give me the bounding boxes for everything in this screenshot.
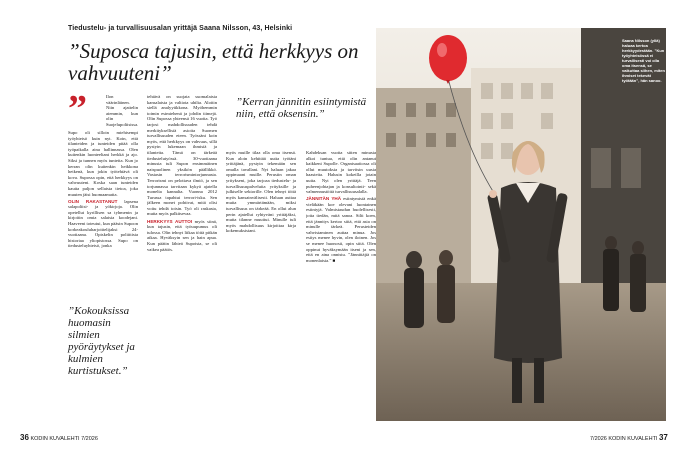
paragraph: tehtävä on suojata suomalaista kansalaista ja valtiota uhilta. Aloitin siellä analyytikkona. Myöhemmin toimin esimiehenä ja johdin tiimejä. Olin Supossa yhteensä 16 vuotta. Työ tarjosi mahdollisuuden tehdä merkityksellisiä asioita Suomen turvallisuuden eteen. Työssäni koin myös, että herkkyys on vahvuus, sillä pystyin lukemaan ihmisiä ja tilanteita. Tämä on tärkeää tiedustelutyössä. 30-vuotiaana minusta tuli Supon ensimmäinen naispuolinen yksikön päällikkö. Vastasin terrorismintorjunnasta. Terrorismi on pelottava ilmiö, ja sen torjunnassa tarvitaan kykyä ajatella monelta kannalta. Vuonna 2012 Turussa tapahtui terrori-isku. Sen jälkeen monet pohtivat, mitä olisi voitu tehdä toisin. Työ oli raskasta, mutta myös palkitsevaa. [147, 94, 217, 217]
subheading: OLIN RAKASTANUT [68, 198, 118, 204]
footer-left [20, 433, 98, 442]
body-column-2 [147, 94, 217, 412]
paragraph: Supo oli silloin miehisempi työyhteisö kuin nyt. Koin, että tilanteiden ja tunteiden pitää olla työpaikalla aina hallinnassa. Olen kuitenkin luonteeltani herkkä ja ajo. Siksi ja tunnen myös tunteita. Kun jo kerran olin kuitenkin heikkona hetkenä, kun jokin työtehtävä oli kova. Supossa opin, että herkkyys on vahvuuteni. Koska saan tunteiden kautta paljon sellaista tietoa, joka muuten jäisi huomaamatta. [68, 130, 138, 197]
paragraph: Ilon väärinläinen. Niin ajattelin aiemmin, kun olin Suojelupoliisissa. [106, 94, 138, 127]
body-column-1 [68, 130, 138, 302]
footer-left-text: KODIN KUVALEHTI 7/2026 [30, 436, 98, 442]
page-number-left: 36 [20, 433, 29, 442]
opening-quote-mark: ” [68, 88, 87, 130]
paragraph: lapsena salapoliisi- ja yökirjoja. Olin opetellut kyrillisen sa tyhmenin ja kirjoitin omia salaisia koodejani. Haaveeni toteutui, kun pääsin Supoon korkeakouluharjoittelijaksi 24-vuotiaana. Opiskelin poliittista historiaa yliopistossa. Supo on tiedusteluyhteisö, jonka [68, 198, 138, 249]
footer-right [590, 433, 668, 442]
article-headline: ”Suposса tajusin, että herkkyys on vahvuuteni” [68, 39, 359, 85]
body-column-3 [226, 150, 296, 412]
body-column-1-top [106, 94, 138, 128]
article-kicker: Tiedustelu- ja turvallisuusalan yrittäjä Saana Nilsson, 43, Helsinki [68, 25, 293, 32]
paragraph: myös muille tilaa olla oma itsensä. Kun aloin kehittää uutta työtäni yrittäjänä, pystyin tekemään sen omalla tavallani. Nyt haluan jakaa oppimaani muille. Perustin oman yritykseni, joka tarjoaa tiedustelu- ja turvallisuuspalveluita yrityksille ja julkiselle sektorille. Olen tehnyt töitä myös kansainvälisesti. Haluan auttaa muita ymmärtämään, miksi turvallisuus on tärkeää. En ollut alun perin ajatellut ryhtyväni yrittäjäksi, mutta tilanne muuttui. Minulle tuli myös mahdollisuus kirjoittaa kirja kokemuksistani. [226, 150, 296, 234]
photo-caption: Saana Nilsson (yllä) haluaa kertoa herkkyydestään. ”Kun työyhteisössä ei turvallisesti voi olla oma itsensä, se vaikuttaa siihen, miten ihmiset tekevät työtään”, hän sanoo. [622, 38, 665, 83]
subheading: JÄNNITÄN YHÄ [306, 196, 342, 202]
paragraph: esiintymistä enkä vieläkään koe olevani luontainen esiintyjä. Valmistaudun huolellisesti, jotta tiedän, mitä sanoa. Silti koen, että jännitys kertoo siitä, että asia on minulle tärkeä. Perusteiden vahvistaminen auttaa minua. Jos esitys menee hyvin, olen iloinen. Jos se menee huonosti, opin siitä. Olen oppinut hyväksymään itseni ja sen, että en aina onnistu. ”Jännittäjiä on monenlaisia.” ■ [306, 196, 376, 263]
footer-right-text: 7/2026 KODIN KUVALEHTI [590, 436, 658, 442]
portrait-photo [376, 28, 666, 421]
subheading: HERKKYYS AUTTOI [147, 218, 193, 224]
pull-quote-1: ”Kokouksissa huomasin silmien pyöräytykset ja kulmien kurtistukset.” [68, 305, 135, 377]
photo-illustration [376, 28, 666, 421]
page-number-right: 37 [658, 433, 668, 442]
paragraph: myös siinä, kun tajusin, että työuupumus oli tulossa. Olin tehnyt liikaa töitä pitkän aikaa. Hyväksyin sen ja hain apua. Kun päätin lähteä Supoista, se oli vaikea päätös. [147, 218, 217, 252]
paragraph: Kahdeksan vuotta sitten minusta alkoi tuntua, että olin antanut kaikkeni Supolle. Organisaatiossa oli ollut muutoksia ja tarvitsin uusia haasteita. Halusin kokeilla jotain uutta. Nyt olen yrittäjä. Teen puheenjohtajan ja konsultointi- sekä valmennustöitä turvallisuusalalla. [306, 150, 376, 195]
pull-quote-2: ”Kerran jännitin esiintymistä niin, että oksensin.” [236, 96, 367, 120]
body-column-4 [306, 150, 376, 412]
